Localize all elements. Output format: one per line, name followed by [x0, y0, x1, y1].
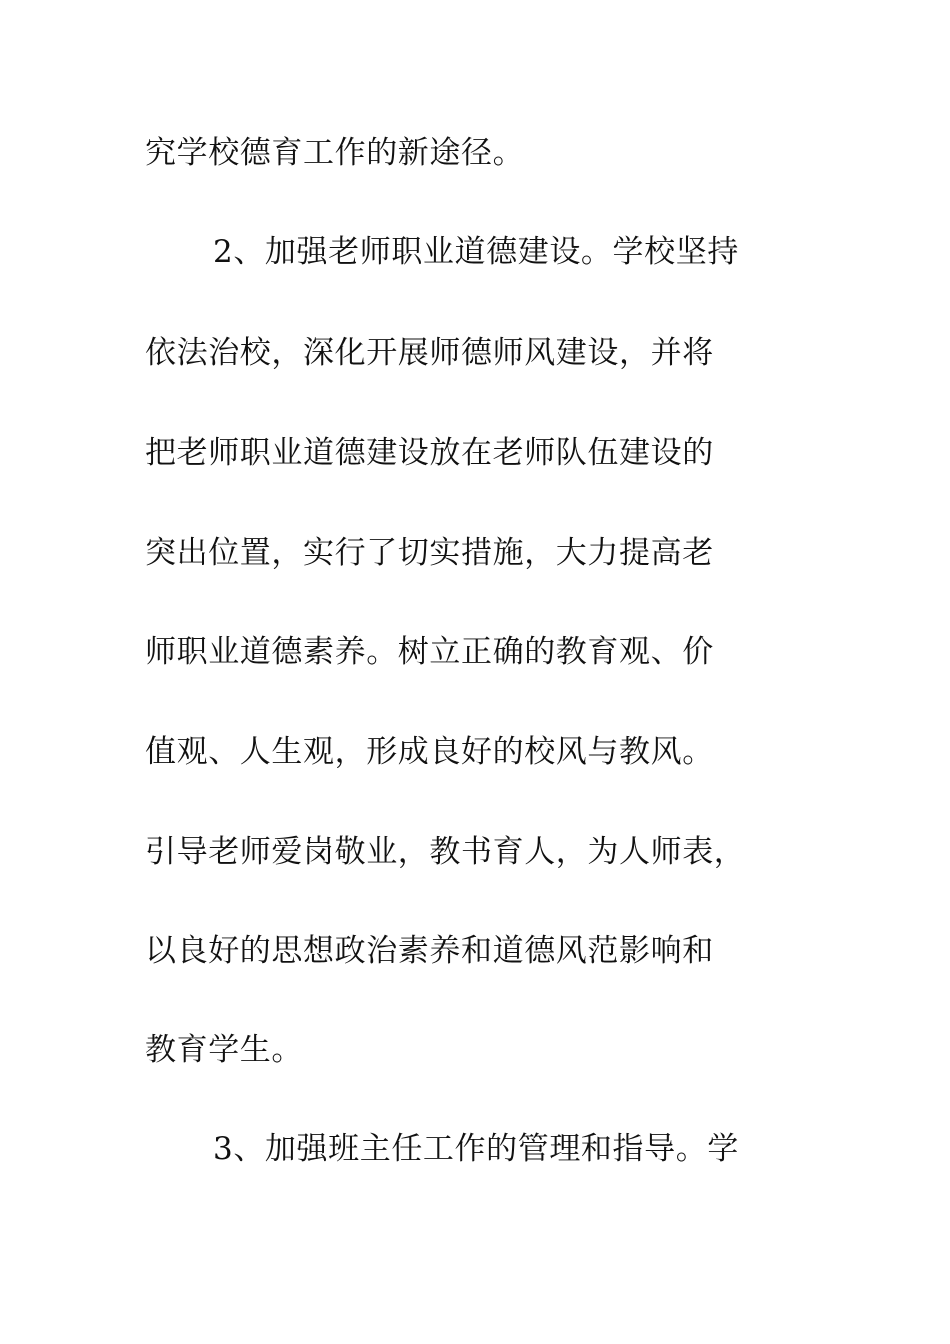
text-line-8: 引导老师爱岗敬业，教书育人，为人师表，: [145, 834, 746, 870]
text-line-3: 依法治校，深化开展师德师风建设，并将: [145, 335, 714, 371]
text-line-5: 突出位置，实行了切实措施，大力提高老: [145, 535, 714, 571]
text-line-4: 把老师职业道德建设放在老师队伍建设的: [145, 435, 714, 471]
text-line-6: 师职业道德素养。树立正确的教育观、价: [145, 634, 714, 670]
text-line-11: 3、加强班主任工作的管理和指导。学: [213, 1131, 739, 1167]
text-line-9: 以良好的思想政治素养和道德风范影响和: [145, 933, 714, 969]
text-line-10: 教育学生。: [145, 1032, 303, 1068]
text-line-1: 究学校德育工作的新途径。: [145, 135, 525, 171]
text-line-7: 值观、人生观，形成良好的校风与教风。: [145, 734, 714, 770]
text-line-2: 2、加强老师职业道德建设。学校坚持: [213, 234, 739, 270]
